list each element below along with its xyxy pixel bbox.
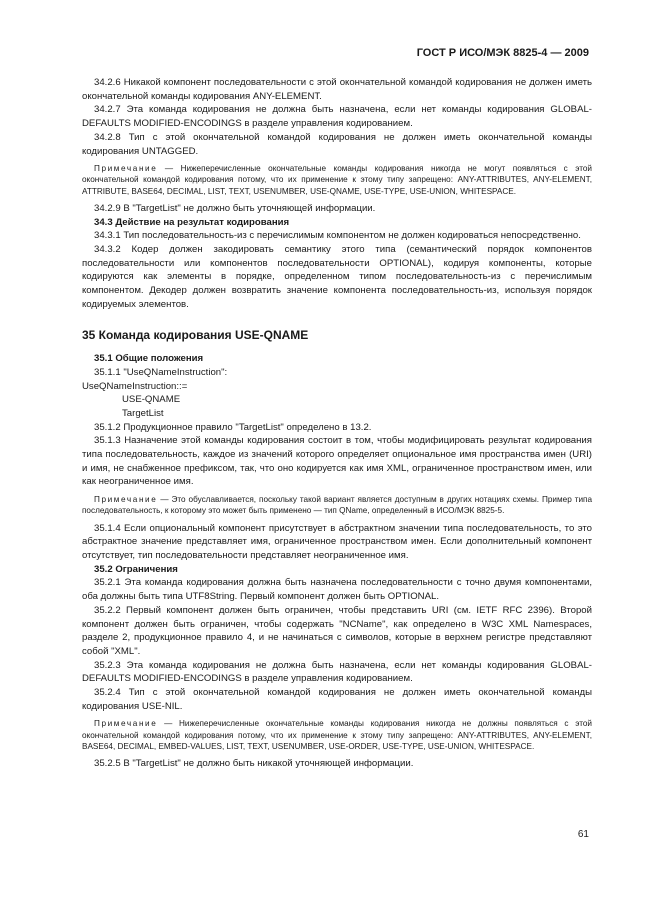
paragraph-34-3-1: 34.3.1 Тип последовательность-из с перечислимым компонентом не должен кодироваться непосредственно.: [94, 230, 581, 242]
page-body: [82, 76, 592, 771]
note-text: — Нижеперечисленные окончательные команды кодирования никогда не должны появляться с этой окончательной командой кодирования потому, что их применение к этому типу запрещено: ANY-ATTRIBUTES, ANY-ELEMENT, BASE64, DECIMAL, EMBED-VALUES, LIST, TEXT, USENUMBER, USE-ORDER, USE-TYPE, USE-UNION, WHITESPACE.: [82, 719, 592, 751]
section-heading-35-1: 35.1 Общие положения: [94, 353, 204, 365]
paragraph-35-1-2: 35.1.2 Продукционное правило "TargetList" определено в 13.2.: [94, 421, 372, 433]
paragraph-35-2-2: 35.2.2 Первый компонент должен быть ограничен, чтобы представить URI (см. IETF RFC 2396). Второй компонент должен быть ограничен, чтобы содержать "NCName", как определено в W3C XML Namespaces, разделе 2, продукционное правило 4, и не начинаться с символов, которые в верхнем регистре представляют собой "XML".: [82, 604, 592, 657]
note-label: Примечание: [94, 719, 158, 729]
paragraph-35-2-5: 35.2.5 В "TargetList" не должно быть никакой уточняющей информации.: [94, 758, 414, 770]
paragraph-35-2-4: 35.2.4 Тип с этой окончательной командой кодирования не должен иметь окончательной команды кодирования USE-NIL.: [82, 687, 592, 712]
page-number: 61: [577, 829, 589, 840]
paragraph-35-2-3: 35.2.3 Эта команда кодирования не должна быть назначена, если нет команды кодирования GLOBAL-DEFAULTS MODIFIED-ENCODINGS в разделе управления кодированием.: [82, 659, 592, 685]
section-heading-34-3: 34.3 Действие на результат кодирования: [94, 216, 290, 228]
paragraph-35-1-1: 35.1.1 "UseQNameInstruction":: [94, 366, 228, 378]
section-heading-35: 35 Команда кодирования USE-QNAME: [82, 328, 309, 343]
section-heading-35-2: 35.2 Ограничения: [94, 563, 178, 575]
paragraph-35-1-4: 35.1.4 Если опциональный компонент присутствует в абстрактном значении типа последовательность, то это абстрактное значение представляет имя, ограниченное пространством имен. Если дополнительный компонент отсутствует, тип последовательности представляет неограниченное имя.: [82, 522, 592, 561]
note-1: [82, 163, 592, 197]
paragraph-34-3-2: 34.3.2 Кодер должен закодировать семантику этого типа (семантический порядок компонентов последовательности или компонентов последовательности OPTIONAL), кодируя компоненты, которые кодируются как элементы в порядке, определенном типом последовательность-из с перечислимым компонентом. Декодер должен возвратить значение компонента последовательность-из, используя порядок кодируемых элементов.: [82, 243, 592, 310]
note-3: [82, 718, 592, 752]
paragraph-34-2-6: 34.2.6 Никакой компонент последовательности с этой окончательной командой кодирования не должен иметь окончательной команды кодирования ANY-ELEMENT.: [82, 77, 592, 102]
paragraph-34-2-9: 34.2.9 В "TargetList" не должно быть уточняющей информации.: [94, 202, 376, 214]
production-item-use-qname: USE-QNAME: [122, 394, 181, 406]
paragraph-35-2-1: 35.2.1 Эта команда кодирования должна быть назначена последовательности с точно двумя компонентами, оба должны быть типа UTF8String. Первый компонент должен быть OPTIONAL.: [82, 577, 592, 603]
paragraph-35-1-3: 35.1.3 Назначение этой команды кодирования состоит в том, чтобы модифицировать результат кодирования типа последовательность, каждое из значений которого определяет опциональное имя пространства имен (URI) и имя, не снабженное префиксом, так, что оно кодируется как имя XML, ограниченное пространством имен, или как неограниченное имя.: [82, 435, 592, 488]
note-text: — Нижеперечисленные окончательные команды кодирования никогда не могут появляться с этой окончательной командой кодирования потому, что их применение к этому типу запрещено: ANY-ATTRIBUTES, ANY-ELEMENT, ATTRIBUTE, BASE64, DECIMAL, LIST, TEXT, USENUMBER, USE-QNAME, USE-TYPE, USE-UNION, WHITESPACE.: [82, 164, 592, 196]
paragraph-34-2-7: 34.2.7 Эта команда кодирования не должна быть назначена, если нет команды кодирования GLOBAL-DEFAULTS MODIFIED-ENCODINGS в разделе управления кодированием.: [82, 104, 592, 130]
paragraph-34-2-8: 34.2.8 Тип с этой окончательной командой кодирования не должен иметь окончательной команды кодирования UNTAGGED.: [82, 131, 592, 157]
production-rule: UseQNameInstruction::=: [82, 380, 188, 392]
note-label: Примечание: [94, 164, 158, 174]
note-2: [82, 494, 592, 516]
note-text: — Это обуславливается, поскольку такой вариант является доступным в других нотациях схемы. Пример типа последовательность, к которому это может быть применено — тип QName, определенный в ИСО/МЭК 8825-5.: [82, 495, 593, 516]
document-header: ГОСТ Р ИСО/МЭК 8825-4 — 2009: [416, 47, 589, 59]
note-label: Примечание: [94, 495, 158, 505]
production-item-targetlist: TargetList: [122, 407, 164, 419]
